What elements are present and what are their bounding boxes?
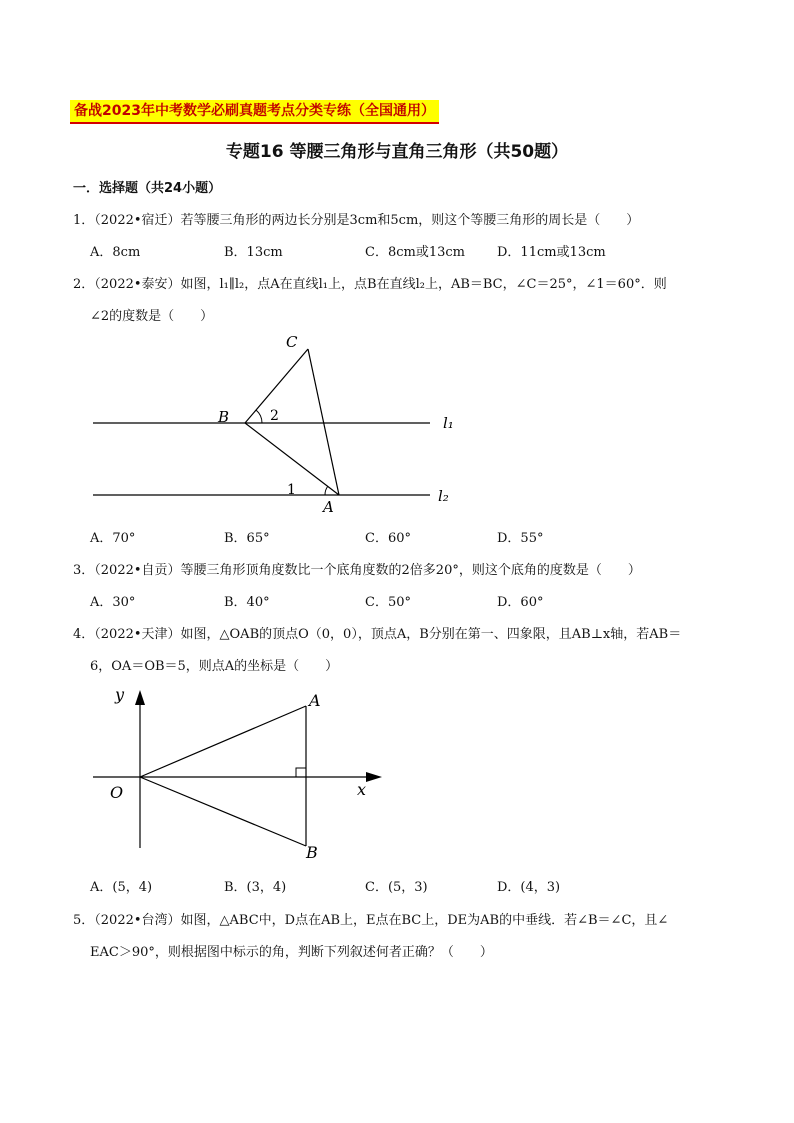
segment-ob xyxy=(140,777,306,846)
label-x: x xyxy=(357,780,367,799)
section-heading: 一．选择题（共24小题） xyxy=(73,181,222,196)
q1-option-b: B．13cm xyxy=(224,245,283,260)
q2-option-d: D．55° xyxy=(497,531,544,546)
q3-option-d: D．60° xyxy=(497,595,544,610)
q1-option-a: A．8cm xyxy=(90,245,141,260)
label-b-q4: B xyxy=(306,843,318,862)
label-a-q4: A xyxy=(309,691,321,710)
q4-option-d: D．(4，3) xyxy=(497,880,561,895)
label-angle-1: 1 xyxy=(287,482,296,498)
question-5-stem-line1: 5．（2022•台湾）如图，△ABC中，D点在AB上，E点在BC上，DE为AB的中垂线．若∠B＝∠C，且∠ xyxy=(73,913,669,928)
right-angle-mark xyxy=(296,768,306,777)
x-axis-arrow xyxy=(366,772,382,782)
q4-option-a: A．(5，4) xyxy=(90,880,153,895)
segment-ca xyxy=(308,349,339,495)
question-2-stem-line2: ∠2的度数是（ ） xyxy=(90,309,214,324)
page-title: 专题16 等腰三角形与直角三角形（共50题） xyxy=(225,142,569,162)
angle-1-arc xyxy=(325,486,328,495)
label-y: y xyxy=(115,685,125,704)
label-l2: l₂ xyxy=(438,487,449,505)
q1-option-c: C．8cm或13cm xyxy=(365,245,465,260)
q3-option-a: A．30° xyxy=(90,595,136,610)
q3-option-b: B．40° xyxy=(224,595,270,610)
segment-oa xyxy=(140,706,306,777)
question-4-stem-line1: 4．（2022•天津）如图，△OAB的顶点O（0，0），顶点A，B分别在第一、四象限，且AB⊥x轴，若AB＝ xyxy=(73,627,682,642)
label-angle-2: 2 xyxy=(270,408,279,424)
label-c: C xyxy=(286,333,298,351)
series-banner: 备战2023年中考数学必刷真题考点分类专练（全国通用） xyxy=(70,100,439,124)
question-5-stem-line2: EAC＞90°，则根据图中标示的角，判断下列叙述何者正确？（ ） xyxy=(90,945,493,960)
question-4-stem-line2: 6，OA＝OB＝5，则点A的坐标是（ ） xyxy=(90,659,339,674)
label-b: B xyxy=(218,408,230,426)
question-3-stem: 3．（2022•自贡）等腰三角形顶角度数比一个底角度数的2倍多20°，则这个底角的度数是（ ） xyxy=(73,563,641,578)
q2-option-c: C．60° xyxy=(365,531,411,546)
q2-option-b: B．65° xyxy=(224,531,270,546)
question-1-stem: 1．（2022•宿迁）若等腰三角形的两边长分别是3cm和5cm，则这个等腰三角形的周长是（ ） xyxy=(73,213,640,228)
q2-option-a: A．70° xyxy=(90,531,136,546)
label-a: A xyxy=(323,498,334,516)
q4-option-c: C．(5，3) xyxy=(365,880,428,895)
label-o: O xyxy=(110,783,124,802)
angle-2-arc xyxy=(256,410,262,423)
question-2-stem-line1: 2．（2022•泰安）如图，l₁∥l₂，点A在直线l₁上，点B在直线l₂上，AB＝BC，∠C＝25°，∠1＝60°．则 xyxy=(73,277,667,292)
q1-option-d: D．11cm或13cm xyxy=(497,245,606,260)
y-axis-arrow xyxy=(135,690,145,705)
q3-option-c: C．50° xyxy=(365,595,411,610)
label-l1: l₁ xyxy=(443,414,454,432)
q4-option-b: B．(3，4) xyxy=(224,880,287,895)
